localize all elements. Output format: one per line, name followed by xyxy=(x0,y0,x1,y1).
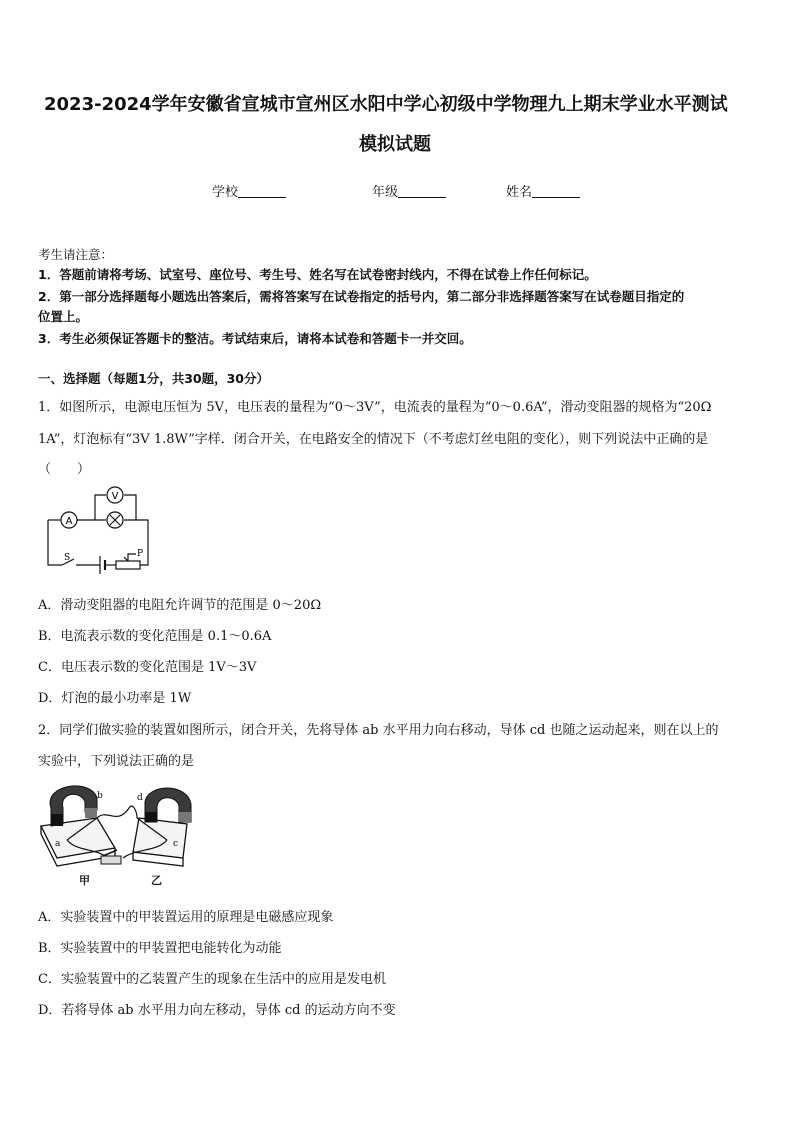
caption-jia: 甲 xyxy=(79,874,90,887)
ammeter-icon xyxy=(61,512,77,528)
grade-field[interactable] xyxy=(372,181,446,200)
switch-icon xyxy=(101,850,121,864)
q2-experiment-figure xyxy=(37,778,197,888)
notice-item-2: 2．第一部分选择题每小题选出答案后，需将答案写在试卷指定的括号内，第二部分非选择题答案写在试卷题目指定的 xyxy=(38,289,685,304)
page-title: 2023-2024学年安徽省宣城市宣州区水阳中学心初级中学物理九上期末学业水平测试 xyxy=(44,94,728,115)
label-b: b xyxy=(97,791,103,801)
right-magnet-icon xyxy=(145,788,191,822)
q2-stem-line2: 实验中，下列说法正确的是 xyxy=(38,754,195,769)
name-blank[interactable] xyxy=(532,185,580,198)
q1-option-c[interactable]: C．电压表示数的变化范围是 1V～3V xyxy=(38,660,257,675)
q2-option-d[interactable]: D．若将导体 ab 水平用力向左移动，导体 cd 的运动方向不变 xyxy=(38,1003,396,1018)
label-c: c xyxy=(173,839,179,849)
q1-option-d[interactable]: D．灯泡的最小功率是 1W xyxy=(38,691,192,706)
page-title-line2: 模拟试题 xyxy=(359,134,431,155)
q1-option-a[interactable]: A．滑动变阻器的电阻允许调节的范围是 0～20Ω xyxy=(38,598,322,613)
name-field[interactable] xyxy=(506,181,580,200)
q2-stem-line1: 2．同学们做实验的装置如图所示，闭合开关，先将导体 ab 水平用力向右移动，导体 cd 也随之运动起来，则在以上的 xyxy=(38,723,719,738)
section-heading: 一、选择题（每题1分，共30题，30分） xyxy=(38,371,269,386)
slider-label: P xyxy=(137,549,144,559)
q1-stem-line3: （ ） xyxy=(38,462,91,477)
q1-circuit-diagram xyxy=(40,484,160,580)
q1-option-b[interactable]: B．电流表示数的变化范围是 0.1～0.6A xyxy=(38,629,272,644)
school-blank[interactable] xyxy=(238,185,286,198)
switch-label: S xyxy=(64,553,71,563)
grade-label: 年级 xyxy=(372,185,399,200)
notice-item-3: 3．考生必须保证答题卡的整洁。考试结束后，请将本试卷和答题卡一并交回。 xyxy=(38,331,472,346)
q2-option-c[interactable]: C．实验装置中的乙装置产生的现象在生活中的应用是发电机 xyxy=(38,972,386,987)
caption-yi: 乙 xyxy=(151,874,162,887)
grade-blank[interactable] xyxy=(398,185,446,198)
q2-option-b[interactable]: B．实验装置中的甲装置把电能转化为动能 xyxy=(38,941,282,956)
school-label: 学校 xyxy=(212,185,239,200)
label-a: a xyxy=(55,839,61,849)
school-field[interactable] xyxy=(212,181,286,200)
q1-stem-line2: 1A”，灯泡标有“3V 1.8W”字样．闭合开关，在电路安全的情况下（不考虑灯丝电阻的变化），则下列说法中正确的是 xyxy=(38,432,709,447)
svg-text:V: V xyxy=(111,491,119,502)
notice-heading: 考生请注意： xyxy=(38,247,114,262)
lamp-icon xyxy=(107,512,123,528)
q1-stem-line1: 1．如图所示，电源电压恒为 5V，电压表的量程为“0～3V”，电流表的量程为“0～0.6A”，滑动变阻器的规格为“20Ω xyxy=(38,400,712,415)
label-d: d xyxy=(137,793,143,803)
voltmeter-icon xyxy=(107,487,123,503)
notice-item-1: 1．答题前请将考场、试室号、座位号、考生号、姓名写在试卷密封线内，不得在试卷上作任何标记。 xyxy=(38,267,597,282)
q2-option-a[interactable]: A．实验装置中的甲装置运用的原理是电磁感应现象 xyxy=(38,910,334,925)
notice-item-2-cont: 位置上。 xyxy=(38,309,89,324)
name-label: 姓名 xyxy=(506,185,533,200)
svg-text:A: A xyxy=(65,516,73,527)
